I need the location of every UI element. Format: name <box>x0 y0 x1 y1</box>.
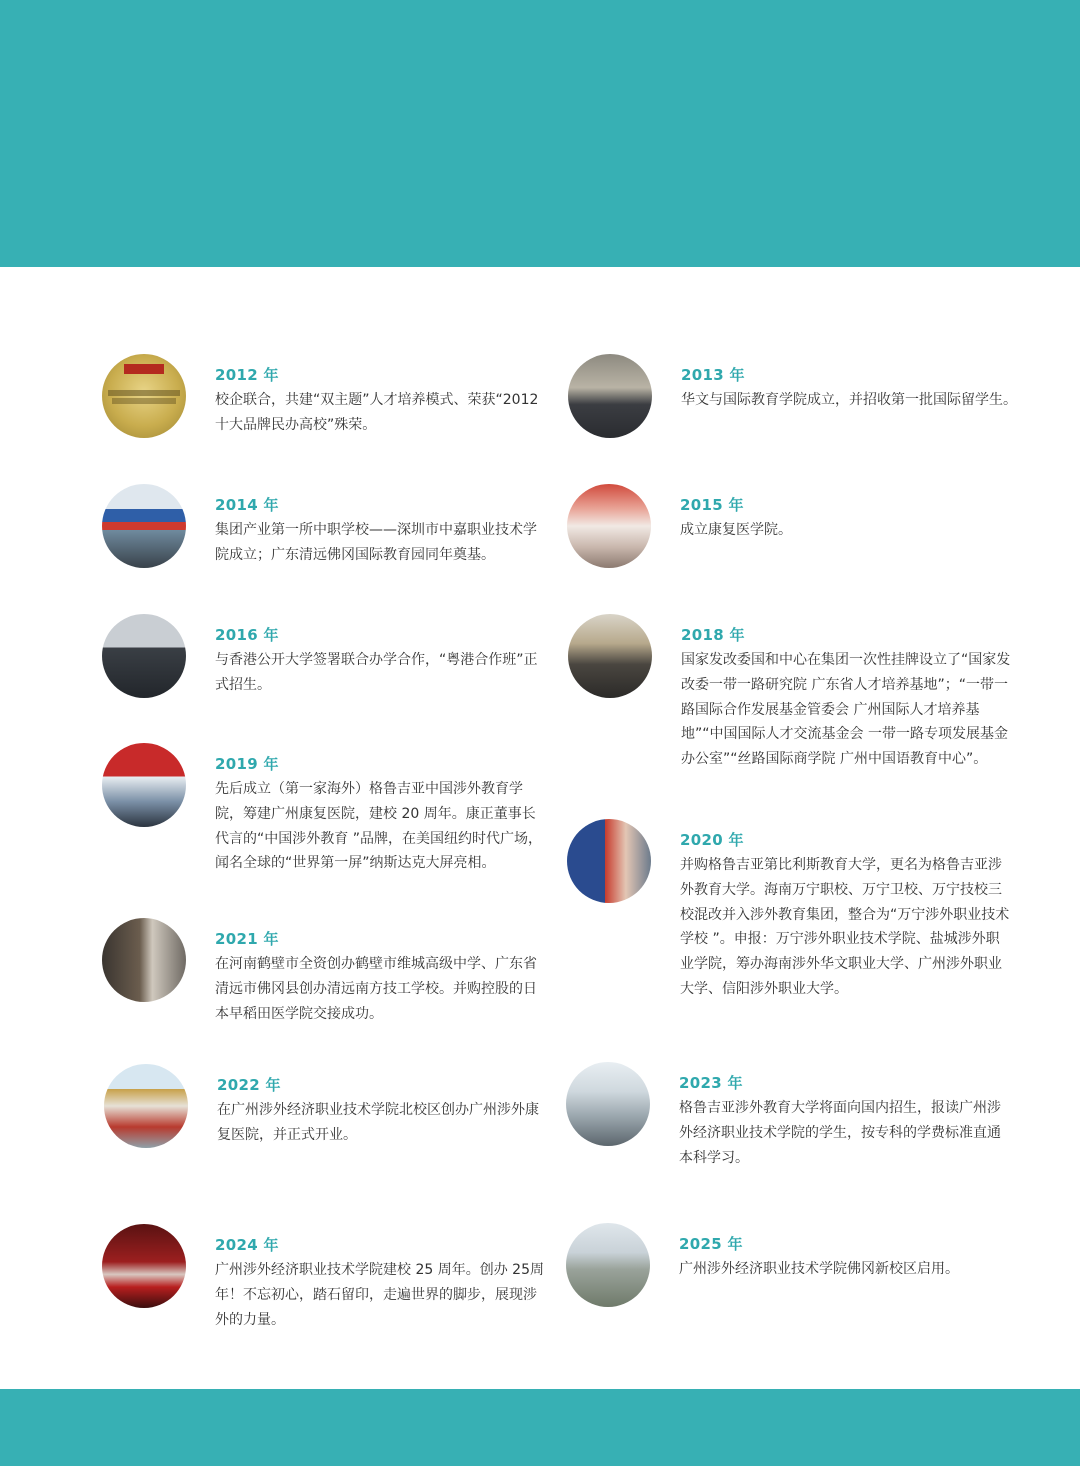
event-description: 国家发改委国和中心在集团一次性挂牌设立了“国家发改委一带一路研究院 广东省人才培养基地”；“一带一路国际合作发展基金管委会 广州国际人才培养基地”“中国国际人才交流基金会 一带一路专项发展基金办公室”“丝路国际商学院 广州中国语教育中心”。 <box>681 652 1011 768</box>
signing-photo <box>102 614 186 698</box>
timeline-entry-2016 <box>102 614 552 704</box>
handshake-photo <box>102 918 186 1002</box>
year-label: 2021 年 <box>215 930 279 948</box>
top-banner <box>0 0 1080 267</box>
year-label: 2023 年 <box>679 1074 743 1092</box>
timeline-entry-2020 <box>567 819 1027 999</box>
school-gate-photo <box>102 484 186 568</box>
event-description: 并购格鲁吉亚第比利斯教育大学，更名为格鲁吉亚涉外教育大学。海南万宁职校、万宁卫校、万宁技校三校混改并入涉外教育集团，整合为“万宁涉外职业技术学校 ”。申报：万宁涉外职业技术学院、盐城涉外职业学院，筹办海南涉外华文职业大学、广州涉外职业大学、信阳涉外职业大学。 <box>680 857 1010 997</box>
hospital-photo <box>104 1064 188 1148</box>
event-description: 华文与国际教育学院成立，并招收第一批国际留学生。 <box>681 392 1017 408</box>
event-description: 格鲁吉亚涉外教育大学将面向国内招生，报读广州涉外经济职业技术学院的学生，按专科的学费标准直通本科学习。 <box>679 1100 1001 1166</box>
building-photo <box>567 819 651 903</box>
timeline-entry-2015 <box>567 484 1027 574</box>
year-label: 2020 年 <box>680 831 744 849</box>
year-label: 2024 年 <box>215 1236 279 1254</box>
year-label: 2022 年 <box>217 1076 281 1094</box>
anniversary-stage-photo <box>102 1224 186 1308</box>
timeline-entry-2021 <box>102 918 552 1028</box>
event-description: 与香港公开大学签署联合办学合作，“粤港合作班”正式招生。 <box>215 652 538 693</box>
university-building-photo <box>566 1062 650 1146</box>
timeline-entry-2024 <box>102 1224 552 1334</box>
event-description: 在河南鹤壁市全资创办鹤壁市维城高级中学、广东省清远市佛冈县创办清远南方技工学校。并购控股的日本早稻田医学院交接成功。 <box>215 956 537 1022</box>
event-description: 广州涉外经济职业技术学院佛冈新校区启用。 <box>679 1261 959 1277</box>
timeline-entry-2023 <box>566 1062 1026 1172</box>
celebration-photo <box>102 743 186 827</box>
year-label: 2025 年 <box>679 1235 743 1253</box>
timeline-entry-2014 <box>102 484 552 574</box>
timeline-entry-2018 <box>568 614 1028 774</box>
event-description: 成立康复医学院。 <box>680 522 792 538</box>
event-description: 先后成立（第一家海外）格鲁吉亚中国涉外教育学院，筹建广州康复医院，建校 20 周年。康正董事长代言的“中国涉外教育 ”品牌，在美国纽约时代广场，闻名全球的“世界第一屏”纳斯达克大屏亮相。 <box>215 781 542 872</box>
timeline-entry-2025 <box>566 1223 1026 1313</box>
year-label: 2016 年 <box>215 626 279 644</box>
year-label: 2015 年 <box>680 496 744 514</box>
year-label: 2018 年 <box>681 626 745 644</box>
year-label: 2014 年 <box>215 496 279 514</box>
event-description: 集团产业第一所中职学校——深圳市中嘉职业技术学院成立；广东清远佛冈国际教育园同年奠基。 <box>215 522 537 563</box>
event-description: 校企联合，共建“双主题”人才培养模式、荣获“2012十大品牌民办高校”殊荣。 <box>215 392 539 433</box>
timeline-entry-2022 <box>104 1064 554 1154</box>
timeline-entry-2013 <box>568 354 1028 444</box>
timeline-entry-2012 <box>102 354 552 444</box>
event-description: 在广州涉外经济职业技术学院北校区创办广州涉外康复医院，并正式开业。 <box>217 1102 539 1143</box>
campus-aerial-photo <box>566 1223 650 1307</box>
award-plaque-photo <box>102 354 186 438</box>
year-label: 2019 年 <box>215 755 279 773</box>
ceremony-photo <box>567 484 651 568</box>
timeline-entry-2019 <box>102 743 552 883</box>
event-description: 广州涉外经济职业技术学院建校 25 周年。创办 25周年！不忘初心，踏石留印，走遍世界的脚步，展现涉外的力量。 <box>215 1262 544 1328</box>
plaque-ceremony-photo <box>568 614 652 698</box>
group-photo <box>568 354 652 438</box>
year-label: 2012 年 <box>215 366 279 384</box>
bottom-banner <box>0 1389 1080 1466</box>
year-label: 2013 年 <box>681 366 745 384</box>
